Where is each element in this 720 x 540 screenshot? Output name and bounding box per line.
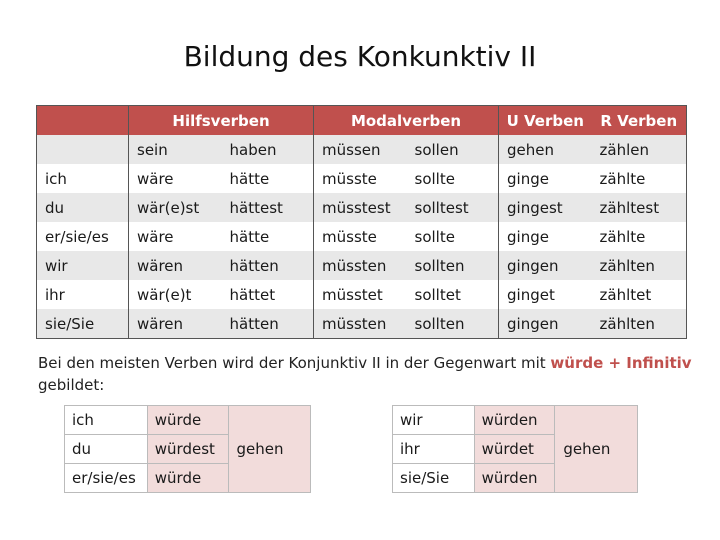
header-empty bbox=[37, 106, 129, 136]
pronoun-cell: wir bbox=[393, 406, 475, 435]
verb-form-cell: wär(e)t bbox=[129, 280, 222, 309]
note-text-after: gebildet: bbox=[38, 376, 105, 394]
table-row bbox=[37, 251, 687, 280]
auxiliary-cell: würdet bbox=[474, 435, 555, 464]
pronoun-cell: du bbox=[65, 435, 148, 464]
pronoun-cell: wir bbox=[37, 251, 129, 280]
verb-form-cell: wäre bbox=[129, 164, 222, 193]
verb-form-cell: zählten bbox=[592, 251, 687, 280]
verb-form-cell: hättet bbox=[229, 285, 276, 304]
pronoun-cell: er/sie/es bbox=[65, 464, 148, 493]
verb-form-cell: sollte bbox=[414, 227, 455, 246]
verb-form-cell: hättest bbox=[222, 193, 314, 222]
verb-form-cell: hätte bbox=[229, 169, 270, 188]
verb-form-cell: müsstet bbox=[314, 280, 407, 309]
auxiliary-cell: würden bbox=[474, 406, 555, 435]
verb-form-cell: hätte bbox=[229, 227, 270, 246]
header-r-verben: R Verben bbox=[592, 106, 687, 136]
verb-form-cell: zählte bbox=[599, 169, 646, 188]
verb-form-cell: solltest bbox=[407, 193, 499, 222]
singular-table bbox=[64, 405, 311, 493]
verb-form-cell: wäre bbox=[129, 222, 222, 251]
verb-form-cell: wär(e)st bbox=[129, 193, 222, 222]
verb-form-cell: müssten bbox=[314, 309, 407, 339]
verb-form-cell: sollten bbox=[407, 309, 499, 339]
verb-form-cell: sein bbox=[129, 135, 222, 164]
verb-form-cell: wären bbox=[129, 309, 222, 339]
verb-form-cell: müsste bbox=[314, 164, 407, 193]
verb-form-cell: sollte bbox=[414, 169, 455, 188]
verb-form-cell: ginge bbox=[499, 164, 592, 193]
explanation-note bbox=[38, 352, 698, 396]
table-row bbox=[37, 309, 687, 339]
table-row bbox=[37, 164, 687, 193]
pronoun-cell bbox=[37, 135, 129, 164]
verb-form-cell: müssten bbox=[314, 251, 407, 280]
header-modalverben: Modalverben bbox=[314, 106, 499, 136]
verb-form-cell: zählte bbox=[599, 227, 646, 246]
verb-form-cell: zählen bbox=[592, 135, 687, 164]
verb-form-cell: müsste bbox=[314, 222, 407, 251]
pronoun-cell: ich bbox=[45, 169, 67, 188]
verb-form-cell: müsstest bbox=[314, 193, 407, 222]
auxiliary-cell: würden bbox=[474, 464, 555, 493]
table-row bbox=[393, 406, 638, 435]
header-u-verben: U Verben bbox=[499, 106, 592, 136]
page-title: Bildung des Konkunktiv II bbox=[183, 40, 537, 73]
verb-form-cell: sollen bbox=[407, 135, 499, 164]
verb-form-cell: gingen bbox=[499, 309, 592, 339]
pronoun-cell: ihr bbox=[45, 285, 65, 304]
pronoun-cell: sie/Sie bbox=[393, 464, 475, 493]
verb-form-cell: müssen bbox=[314, 135, 407, 164]
header-hilfsverben: Hilfsverben bbox=[129, 106, 314, 136]
verb-form-cell: solltet bbox=[414, 285, 461, 304]
verb-form-cell: ginge bbox=[499, 222, 592, 251]
verb-form-cell: sollten bbox=[407, 251, 499, 280]
pronoun-cell: ich bbox=[65, 406, 148, 435]
pronoun-cell: ihr bbox=[393, 435, 475, 464]
note-highlight: würde + Infinitiv bbox=[550, 354, 692, 372]
infinitive-cell: gehen bbox=[228, 406, 311, 493]
auxiliary-cell: würde bbox=[147, 464, 228, 493]
table-row bbox=[37, 280, 687, 309]
plural-table bbox=[392, 405, 638, 493]
verb-form-cell: gingen bbox=[499, 251, 592, 280]
table-header-row bbox=[37, 106, 687, 136]
auxiliary-cell: würde bbox=[147, 406, 228, 435]
auxiliary-cell: würdest bbox=[147, 435, 228, 464]
table-row bbox=[37, 135, 687, 164]
pronoun-cell: du bbox=[37, 193, 129, 222]
verb-form-cell: hätten bbox=[222, 309, 314, 339]
verb-form-cell: zähltest bbox=[592, 193, 687, 222]
verb-form-cell: gehen bbox=[499, 135, 592, 164]
verb-form-cell: haben bbox=[222, 135, 314, 164]
verb-form-cell: ginget bbox=[499, 280, 592, 309]
table-row bbox=[65, 406, 311, 435]
verb-form-cell: gingest bbox=[499, 193, 592, 222]
infinitive-cell: gehen bbox=[555, 406, 638, 493]
verb-form-cell: hätten bbox=[222, 251, 314, 280]
verb-form-cell: zähltet bbox=[599, 285, 652, 304]
pronoun-cell: er/sie/es bbox=[45, 227, 109, 246]
verb-form-cell: zählten bbox=[592, 309, 687, 339]
table-row bbox=[37, 193, 687, 222]
table-row bbox=[37, 222, 687, 251]
note-text-before: Bei den meisten Verben wird der Konjunktiv II in der Gegenwart mit bbox=[38, 354, 551, 372]
pronoun-cell: sie/Sie bbox=[37, 309, 129, 339]
verb-form-cell: wären bbox=[129, 251, 222, 280]
conjugation-table bbox=[36, 105, 687, 339]
